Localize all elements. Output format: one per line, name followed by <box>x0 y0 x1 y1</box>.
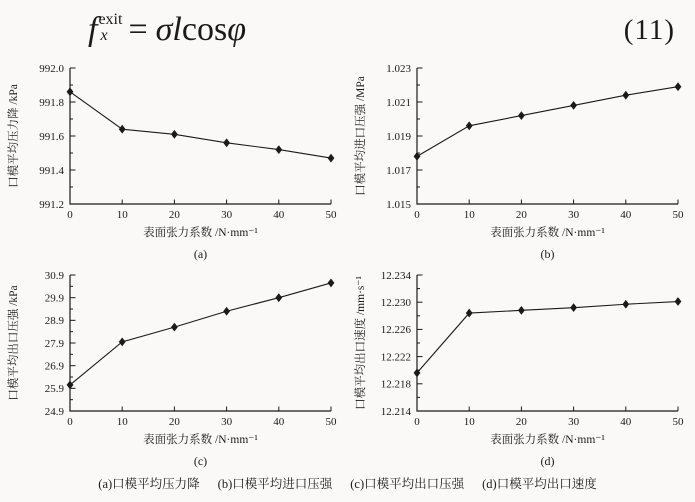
equation-11 <box>88 11 246 49</box>
chart-sublabel: (d) <box>540 454 555 468</box>
y-tick-label: 12.226 <box>380 324 411 337</box>
data-point <box>570 101 577 110</box>
y-tick-label: 27.9 <box>44 337 64 350</box>
chart-sublabel: (c) <box>193 454 208 468</box>
x-tick-label: 40 <box>620 416 632 428</box>
figure-grid <box>0 56 695 470</box>
data-point <box>119 337 126 346</box>
y-axis-label: 口模平均压力降 /kPa <box>8 84 20 188</box>
axes <box>417 275 678 411</box>
data-point <box>622 300 629 309</box>
x-tick-label: 10 <box>463 416 475 428</box>
x-tick-label: 20 <box>515 416 527 428</box>
axes <box>70 68 331 204</box>
figure-caption <box>0 474 695 492</box>
data-point <box>675 82 682 91</box>
y-tick-label: 28.9 <box>44 315 64 328</box>
x-tick-label: 40 <box>273 416 285 428</box>
y-tick-label: 24.9 <box>44 405 64 418</box>
caption-part-c: (c)口模平均出口压强 <box>350 477 465 491</box>
x-tick-label: 20 <box>168 416 180 428</box>
x-axis-label: 表面张力系数 /N·mm⁻¹ <box>490 434 605 446</box>
equation-superscript: exit <box>98 11 123 28</box>
y-tick-label: 1.019 <box>386 130 411 143</box>
x-tick-label: 30 <box>568 209 580 221</box>
y-tick-label: 992.0 <box>39 62 64 75</box>
x-tick-label: 0 <box>67 416 73 428</box>
series-line <box>417 87 678 157</box>
data-point <box>171 323 178 332</box>
x-tick-label: 40 <box>273 209 285 221</box>
equation-phi: φ <box>227 11 246 48</box>
chart-c-cell <box>0 263 347 470</box>
caption-part-d: (d)口模平均出口速度 <box>482 477 597 491</box>
equation-cos: cos <box>181 11 228 48</box>
data-point <box>570 303 577 312</box>
series-line <box>70 283 331 385</box>
y-tick-label: 1.021 <box>386 96 411 109</box>
data-point <box>518 111 525 120</box>
equation-number: (11) <box>623 13 675 46</box>
x-tick-label: 20 <box>515 209 527 221</box>
caption-part-b: (b)口模平均进口压强 <box>217 477 333 491</box>
chart-c-outlet-pressure <box>0 263 347 470</box>
data-point <box>328 279 335 288</box>
y-tick-label: 1.017 <box>386 164 411 177</box>
axes <box>417 68 678 204</box>
axes <box>70 275 331 411</box>
y-tick-label: 12.222 <box>380 351 411 364</box>
data-point <box>622 91 629 100</box>
y-tick-label: 26.9 <box>44 360 64 373</box>
caption-part-a: (a)口模平均压力降 <box>98 477 200 491</box>
y-tick-label: 991.4 <box>39 164 64 177</box>
chart-a-pressure-drop <box>0 56 347 263</box>
x-axis-label: 表面张力系数 /N·mm⁻¹ <box>490 227 605 239</box>
y-tick-label: 991.2 <box>39 198 64 211</box>
x-tick-label: 50 <box>325 416 337 428</box>
y-tick-label: 12.218 <box>380 378 411 391</box>
data-point <box>119 125 126 134</box>
x-tick-label: 50 <box>325 209 337 221</box>
y-tick-label: 991.6 <box>39 130 64 143</box>
x-tick-label: 40 <box>620 209 632 221</box>
x-tick-label: 10 <box>116 416 128 428</box>
data-point <box>518 306 525 315</box>
chart-a-cell <box>0 56 347 263</box>
data-point <box>328 154 335 163</box>
y-tick-label: 12.230 <box>380 297 411 309</box>
x-tick-label: 50 <box>672 416 684 428</box>
equation-sigma-l: σl <box>155 11 182 48</box>
equation-subscript: x <box>100 27 108 44</box>
y-tick-label: 991.8 <box>39 96 64 109</box>
data-point <box>67 87 74 96</box>
x-axis-label: 表面张力系数 /N·mm⁻¹ <box>143 227 258 239</box>
x-tick-label: 0 <box>414 209 420 221</box>
data-point <box>223 138 230 147</box>
x-tick-label: 0 <box>67 209 73 221</box>
y-tick-label: 25.9 <box>44 383 64 396</box>
data-point <box>171 130 178 139</box>
chart-b-cell <box>347 56 695 263</box>
x-tick-label: 50 <box>672 209 684 221</box>
y-axis-label: 口模平均出口压强 /kPa <box>8 285 20 401</box>
y-tick-label: 12.214 <box>380 405 411 418</box>
x-axis-label: 表面张力系数 /N·mm⁻¹ <box>143 434 258 446</box>
x-tick-label: 30 <box>568 416 580 428</box>
y-tick-label: 1.023 <box>386 62 411 75</box>
x-tick-label: 20 <box>168 209 180 221</box>
chart-b-inlet-pressure <box>347 56 694 263</box>
x-tick-label: 30 <box>221 209 233 221</box>
chart-d-outlet-velocity <box>347 263 694 470</box>
x-tick-label: 10 <box>463 209 475 221</box>
x-tick-label: 30 <box>221 416 233 428</box>
series-line <box>70 92 331 158</box>
data-point <box>275 293 282 302</box>
y-axis-label: 口模平均进口压强 /MPa <box>355 76 367 196</box>
data-point <box>275 145 282 154</box>
y-tick-label: 30.9 <box>44 269 64 282</box>
chart-sublabel: (a) <box>193 247 208 261</box>
series-line <box>417 302 678 373</box>
x-tick-label: 0 <box>414 416 420 428</box>
y-axis-label: 口模平均出口速度 /mm·s⁻¹ <box>355 276 367 410</box>
equation-lhs-scripts <box>98 12 122 44</box>
equation-equals: = <box>128 11 148 48</box>
chart-sublabel: (b) <box>540 247 555 261</box>
equation-row <box>0 0 695 56</box>
y-tick-label: 29.9 <box>44 292 64 305</box>
data-point <box>675 297 682 306</box>
data-point <box>223 307 230 316</box>
chart-d-cell <box>347 263 695 470</box>
y-tick-label: 12.234 <box>380 269 411 282</box>
y-tick-label: 1.015 <box>386 198 411 211</box>
equation-lhs-f: f <box>88 11 98 48</box>
x-tick-label: 10 <box>116 209 128 221</box>
data-point <box>466 121 473 130</box>
